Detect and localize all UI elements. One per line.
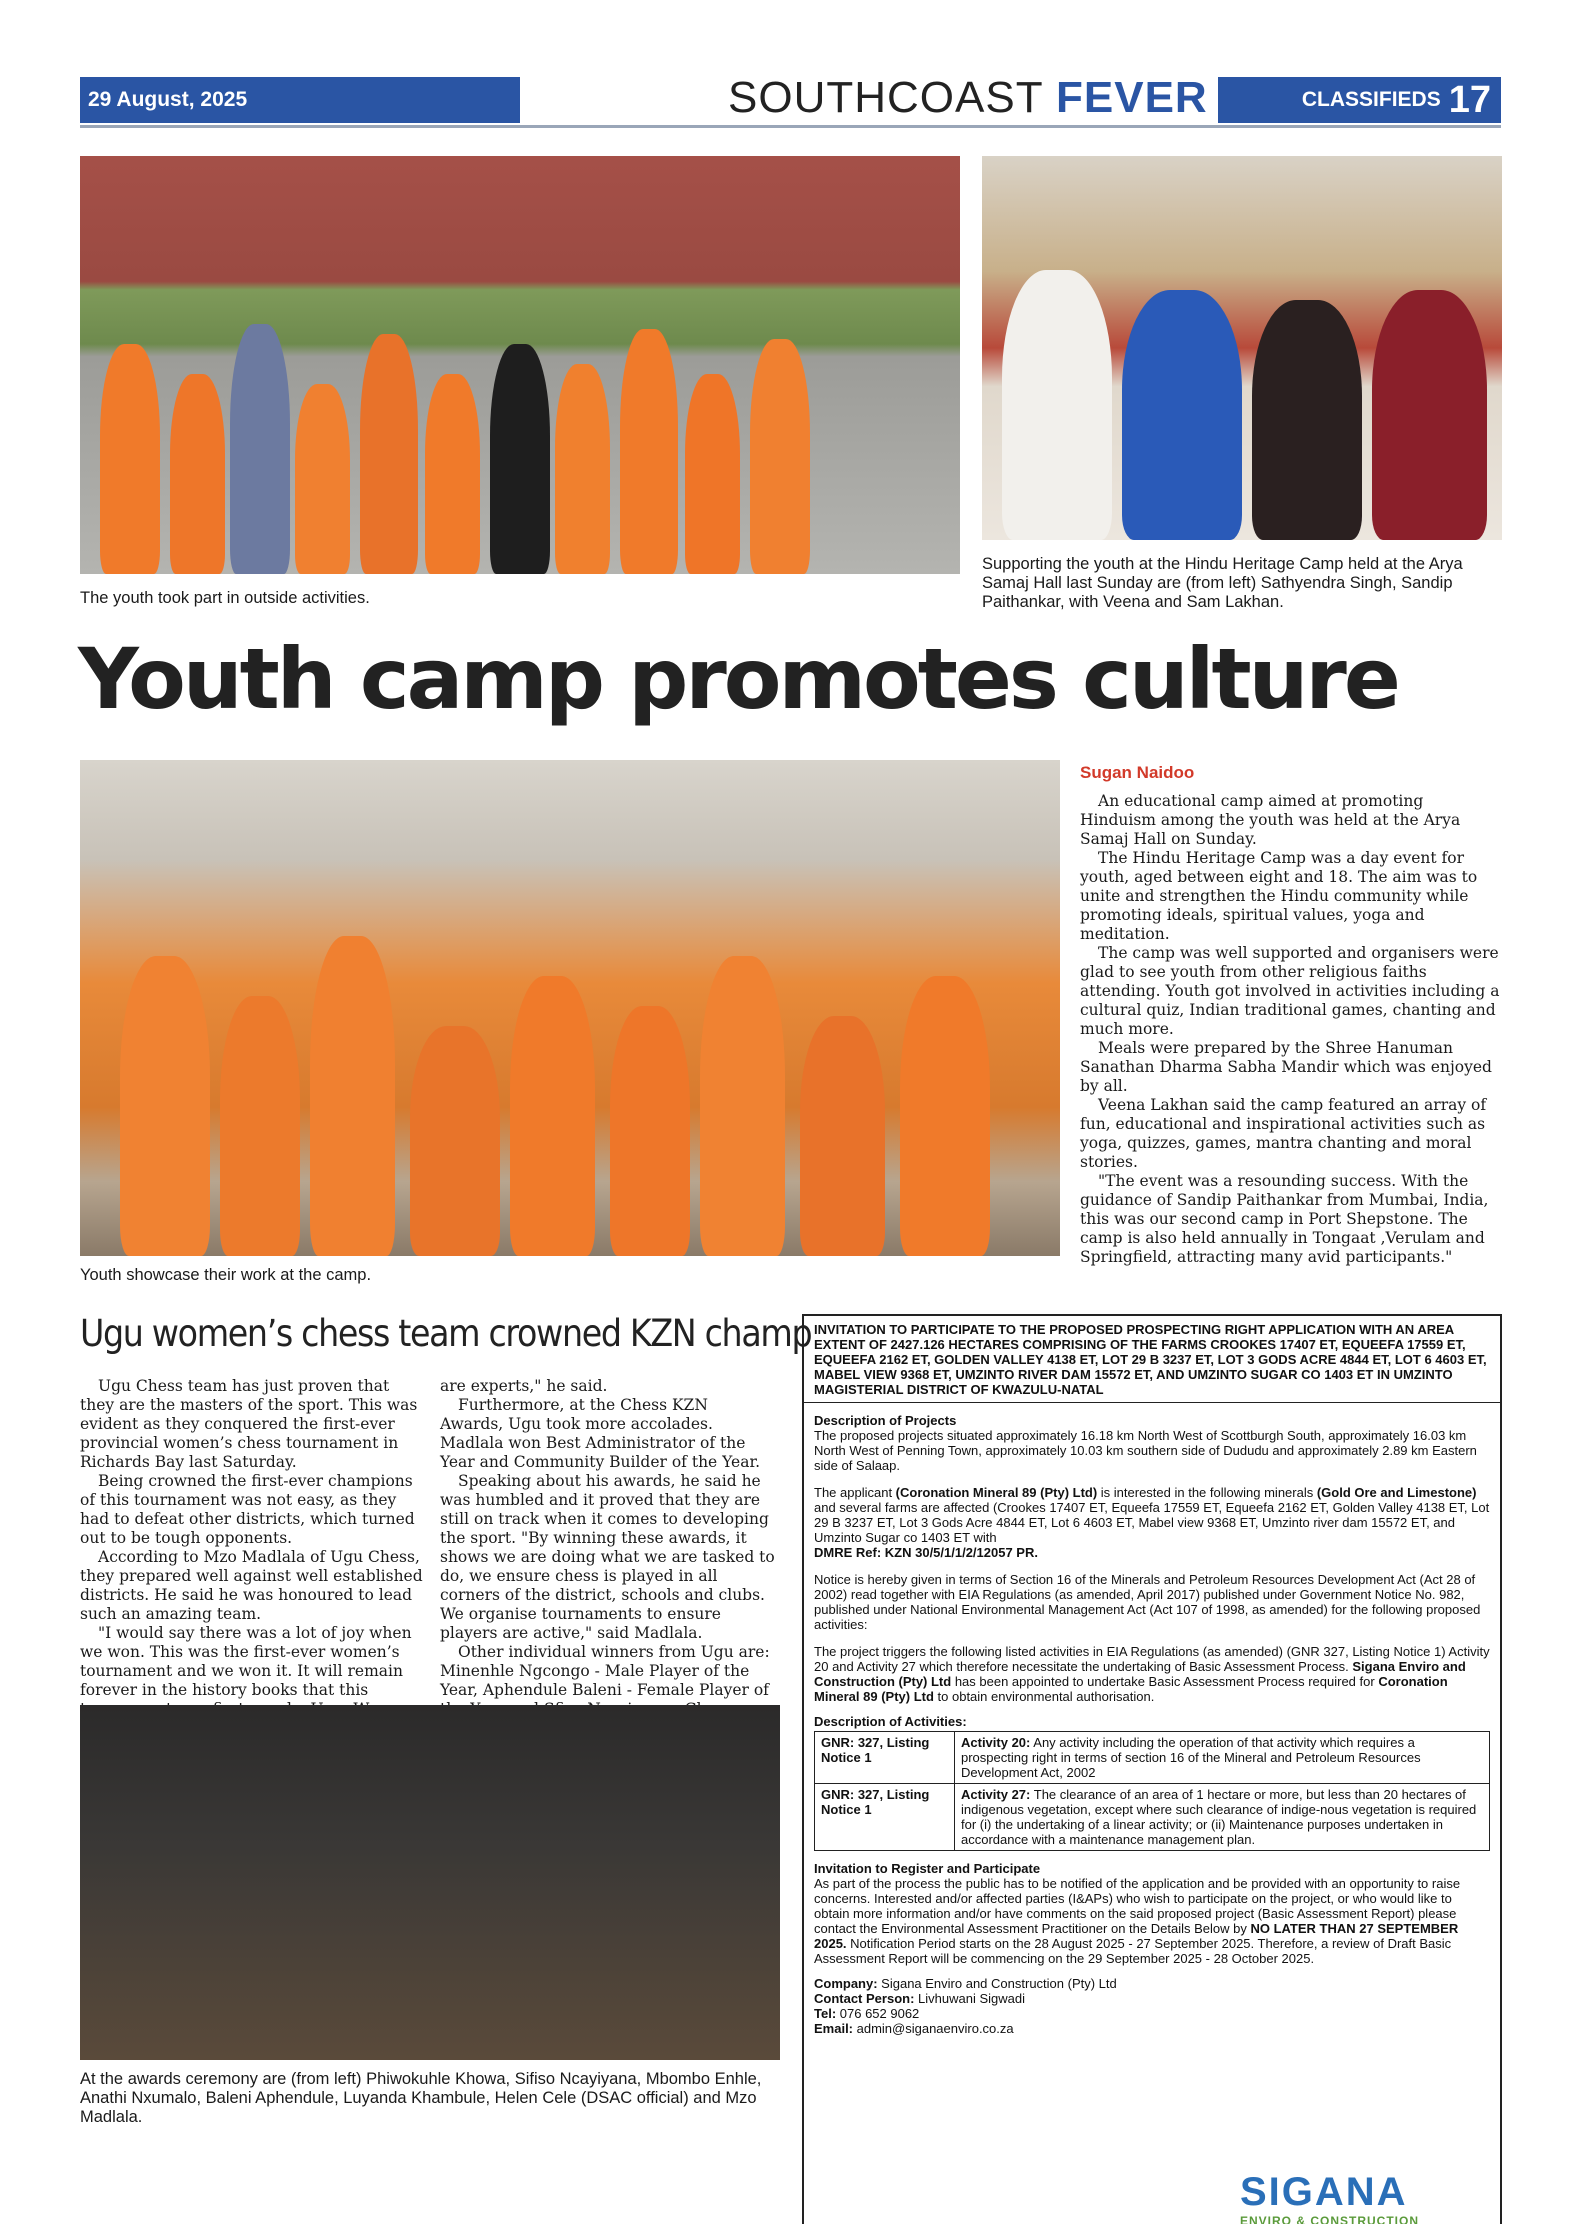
activity-label: Activity 20: [961,1735,1031,1750]
page-date: 29 August, 2025 [80,77,520,123]
article-paragraph: An educational camp aimed at promoting Hinduism among the youth was held at the Arya Samaj Hall on Sunday. [1080,792,1461,848]
article-paragraph: Meals were prepared by the Shree Hanuman Sanathan Dharma Sabha Mandir which was enjoyed by all. [1080,1039,1492,1095]
photo-showcase [80,760,1060,1256]
chess-paragraph: Furthermore, at the Chess KZN Awards, Ugu took more accolades. Madlala won Best Administrator of the Year and Community Builder of the Year. [440,1396,761,1471]
notice-triggers-coronation: Coronation Mineral 89 (Pty) Ltd [814,1674,1448,1704]
contact-value: Sigana Enviro and Construction (Pty) Ltd [877,1976,1117,1991]
masthead-southcoast: SOUTHCOAST [728,73,1043,122]
chess-column-1 [80,1377,425,1738]
notice-invitation [814,1876,1490,1966]
logo-wordmark: SIGANA [1240,2170,1408,2214]
masthead [728,70,1208,126]
chess-paragraph: According to Mzo Madlala of Ugu Chess, they prepared well against well established districts. He said he was honoured to lead such an amazing team. [80,1548,423,1623]
caption-showcase: Youth showcase their work at the camp. [80,1266,372,1284]
notice-applicant-minerals: (Gold Ore and Limestone) [1316,1485,1477,1500]
logo-tagline: ENVIRO & CONSTRUCTION [1240,2214,1420,2224]
chess-paragraph: Speaking about his awards, he said he was humbled and it proved that they are still on track when it comes to developing the sport. "By winning these awards, it shows we are doing what we are tasked to do, we ensure chess is played in all corners of the district, schools and clubs. We organise tournaments to ensure players are active," said Madlala. [440,1472,775,1642]
contact-label: Email: [814,2021,854,2036]
notice-triggers-text: to obtain environmental authorisation. [933,1689,1155,1704]
notice-deadline: NO LATER THAN 27 SEPTEMBER 2025. [814,1921,1459,1951]
chess-paragraph: Ugu Chess team has just proven that they are the masters of the sport. This was evident as they conquered the first-ever provincial women’s chess tournament in Richards Bay last Saturday. [80,1377,418,1471]
contact-tel [814,2006,1490,2021]
contact-email-value[interactable]: admin@siganaenviro.co.za [853,2021,1014,2036]
chess-headline: Ugu women’s chess team crowned KZN champ [80,1312,812,1355]
public-notice [802,1314,1502,2224]
contact-value: Livhuwani Sigwadi [914,1991,1025,2006]
header-divider [80,125,1501,128]
section-badge [1218,77,1501,123]
chess-paragraph: are experts," he said. [440,1377,608,1395]
photo-awards-image [80,1705,780,2060]
article-paragraph: "The event was a resounding success. With the guidance of Sandip Paithankar from Mumbai, India, this was our second camp in Port Shepstone. The camp is also held annually in Tongaat ,Verulam and Springfield, attracting many avid participants." [1080,1172,1489,1266]
activity-gnr: GNR: 327, Listing Notice 1 [815,1784,955,1851]
article-body [1080,792,1500,1267]
chess-paragraph: Other individual winners from Ugu are: Minenhle Ngcongo - Male Player of the Year, Aphendule Baleni - Female Player of [440,1643,770,1699]
table-row [815,1784,1490,1851]
contact-value: 076 652 9062 [836,2006,920,2021]
notice-applicant-text: The applicant [814,1485,896,1500]
photo-outside-activities [80,156,960,574]
chess-paragraph: Being crowned the first-ever champions of this tournament was not easy, as they had to defeat other districts, which turned out to be tough opponents. [80,1472,415,1547]
caption-awards: At the awards ceremony are (from left) Phiwokuhle Khowa, Sifiso Ncayiyana, Mbombo Enhle, Anathi Nxumalo, Baleni Aphendule, Luyanda Khambule, Helen Cele (DSAC official) and Mzo Madlala. [80,2070,762,2126]
activity-text: Any activity including the operation of that activity which requires a prospecting right in terms of section 16 of the Mineral and Petroleum Resources Development Act, 2002 [961,1735,1421,1780]
sigana-logo [1240,2170,1460,2224]
notice-applicant-text: is interested in the following minerals [1097,1485,1317,1500]
notice-triggers-sigana: Sigana Enviro and Construction (Pty) Ltd [814,1659,1466,1689]
article-paragraph: The Hindu Heritage Camp was a day event for youth, aged between eight and 18. The aim was to unite and strengthen the Hindu community while promoting ideals, spiritual values, yoga and meditation. [1080,849,1478,943]
activity-label: Activity 27: [961,1787,1031,1802]
notice-invitation-heading: Invitation to Register and Participate [814,1861,1041,1876]
page-number: 17 [1448,79,1491,121]
activity-text: The clearance of an area of 1 hectare or more, but less than 20 hectares of indigenous vegetation, except where such clearance of indige-nous vegetation is required for (i) the undertaking of a linear activity; or (ii) Maintenance purposes undertaken in accordance with a maintenance management plan. [961,1787,1477,1847]
article-paragraph: Veena Lakhan said the camp featured an array of fun, educational and inspirational activities such as yoga, quizzes, games, mantra chanting and moral stories. [1080,1096,1487,1171]
notice-projects-text: The proposed projects situated approximately 16.18 km North West of Scottburgh South, approximately 16.03 km North West of Penning Town, approximately 10.03 km southern side of Dududu and approximately 2.89 km Eastern side of Salaap. [814,1428,1477,1473]
contact-company [814,1976,1490,1991]
notice-legal-text: Notice is hereby given in terms of Section 16 of the Minerals and Petroleum Resources Development Act (Act 28 of 2002) read together with EIA Regulations (as amended, April 2017) published under Government Notice No. 982, published under National Environmental Management Act (Act 107 of 1998, as amended) for the following proposed activities: [814,1572,1481,1632]
masthead-fever: FEVER [1056,73,1208,122]
contact-label: Company: [814,1976,878,1991]
notice-projects-heading: Description of Projects [814,1413,957,1428]
notice-dmre-ref [814,1545,1490,1560]
chess-paragraph: "I would say there was a lot of joy when we won. This was the first-ever women’s tournament and we won it. It will remain forever in the history books that this [80,1624,412,1699]
notice-applicant-text: and several farms are affected (Crookes 17407 ET, Equeefa 17559 ET, Equeefa 2162 ET, Golden Valley 4138 ET, Lot 29 B 3237 ET, Lot 3 Gods Acre 4844 ET, Lot 6 4603 ET, Mabel view 9368 ET, Umzinto river dam 15572 ET, and Umzinto Sugar co 1403 ET with [814,1500,1490,1545]
chess-column-2 [440,1377,775,1738]
caption-supporters: Supporting the youth at the Hindu Heritage Camp held at the Arya Samaj Hall last Sunday are (from left) Sathyendra Singh, Sandip Paithankar, with Veena and Sam Lakhan. [982,555,1463,611]
notice-contact [814,1976,1490,2036]
activity-description [955,1732,1490,1784]
notice-invitation-text: Notification Period starts on the 28 August 2025 - 27 September 2025. Therefore, a review of Draft Basic Assessment Report will be commencing on the 29 September 2025 - 28 October 2025. [814,1936,1452,1966]
notice-triggers-text: has been appointed to undertake Basic Assessment Process required for [951,1674,1379,1689]
notice-triggers-text: The project triggers the following listed activities in EIA Regulations (as amended) (GNR 327, Listing Notice 1) Activity 20 and Activity 27 which therefore necessitate the undertaking of Basic Assessment Process. [814,1644,1490,1674]
contact-email[interactable] [814,2021,1490,2036]
notice-dmre-ref-text: DMRE Ref: KZN 30/5/1/1/2/12057 PR. [814,1545,1038,1560]
article-byline: Sugan Naidoo [1080,763,1195,782]
notice-activities-heading: Description of Activities: [814,1714,967,1729]
activity-gnr: GNR: 327, Listing Notice 1 [815,1732,955,1784]
caption-outside-activities: The youth took part in outside activities. [80,589,370,607]
activity-description [955,1784,1490,1851]
article-headline: Youth camp promotes culture [78,630,1398,728]
contact-person [814,1991,1490,2006]
notice-divider [804,1402,1500,1403]
activities-table [814,1731,1490,1851]
notice-invitation-text: As part of the process the public has to be notified of the application and be provided with an opportunity to raise concerns. Interested and/or affected parties (I&APs) who wish to participate on the project, or who would like to obtain more information and/or have comments on the said proposed project (Basic Assessment Report) please contact the Environmental Assessment Practitioner on the Details Below by [814,1876,1461,1936]
notice-applicant [814,1485,1490,1545]
article-paragraph: The camp was well supported and organisers were glad to see youth from other religious faiths attending. Youth got involved in activities including a cultural quiz, Indian traditional games, chanting and much more. [1080,944,1500,1038]
table-row [815,1732,1490,1784]
photo-supporters [982,156,1502,540]
notice-title: INVITATION TO PARTICIPATE TO THE PROPOSED PROSPECTING RIGHT APPLICATION WITH AN AREA EXTENT OF 2427.126 HECTARES COMPRISING OF THE FARMS CROOKES 17407 ET, EQUEEFA 17559 ET, EQUEEFA 2162 ET, GOLDEN VALLEY 4138 ET, LOT 29 B 3237 ET, LOT 3 GODS ACRE 4844 ET, LOT 6 4603 ET, MABEL VIEW 9368 ET, UMZINTO RIVER DAM 15572 ET, AND UMZINTO SUGAR CO 1403 ET IN UMZINTO MAGISTERIAL DISTRICT OF KWAZULU-NATAL [814,1322,1487,1397]
notice-triggers [814,1644,1490,1704]
notice-applicant-name: (Coronation Mineral 89 (Pty) Ltd) [895,1485,1098,1500]
section-label: CLASSIFIEDS [1301,88,1441,111]
contact-label: Tel: [814,2006,837,2021]
contact-label: Contact Person: [814,1991,915,2006]
